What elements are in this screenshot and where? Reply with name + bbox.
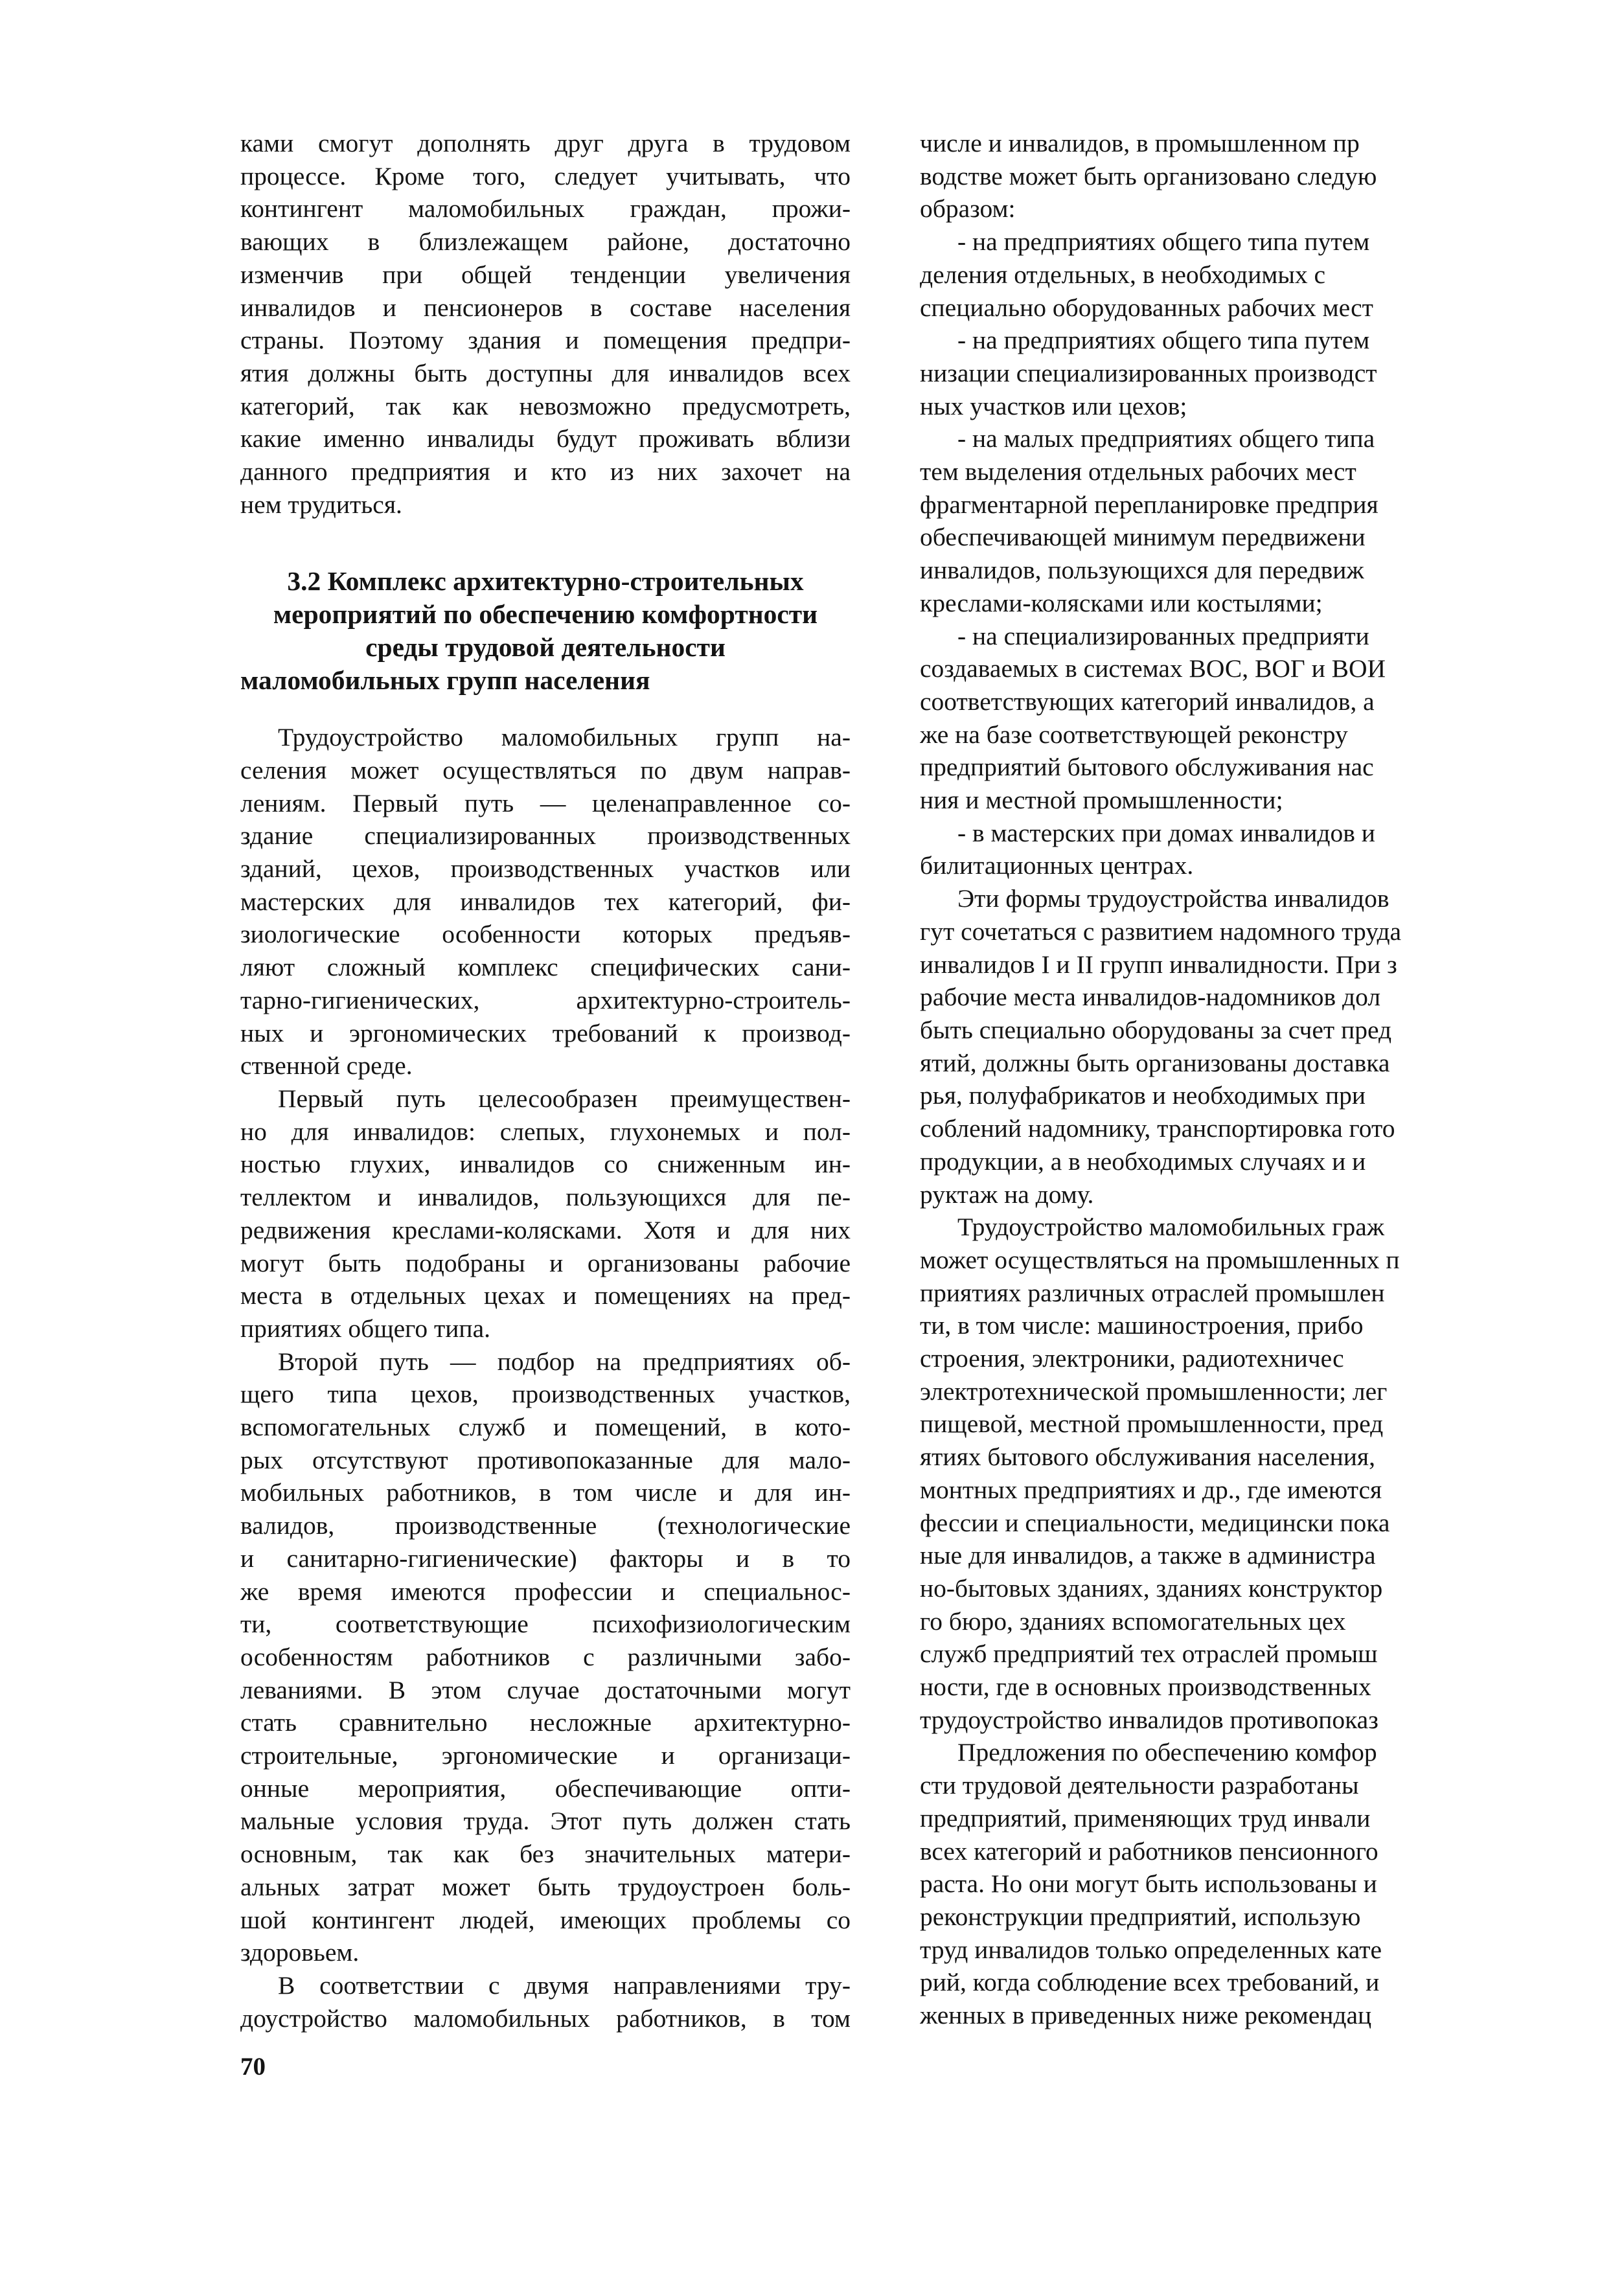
text-line: фрагментарной перепланировке предприя [920, 490, 1378, 519]
text-line: Трудоустройство маломобильных граж [957, 1213, 1385, 1242]
text-line: нем трудиться. [240, 490, 402, 519]
text-line: креслами-колясками или костылями; [920, 588, 1323, 617]
paragraph [240, 721, 851, 1082]
text-line: места в отдельных цехах и помещениях на пред- [240, 1281, 851, 1310]
text-line: ляют сложный комплекс специфических сани- [240, 953, 851, 982]
text-line: изменчив при общей тенденции увеличения [240, 260, 851, 289]
text-line: здание специализированных производственных [240, 821, 851, 851]
text-line: мальные условия труда. Этот путь должен стать [240, 1807, 851, 1836]
text-line: ственной среде. [240, 1051, 413, 1080]
text-line: строительные, эргономические и организаци- [240, 1741, 851, 1770]
text-line: рья, полуфабрикатов и необходимых при [920, 1081, 1366, 1110]
text-line: инвалидов и пенсионеров в составе населения [240, 293, 851, 322]
text-line: мастерских для инвалидов тех категорий, фи- [240, 887, 851, 916]
text-line: же время имеются профессии и специальнос- [240, 1577, 851, 1606]
text-line: процессе. Кроме того, следует учитывать, что [240, 161, 851, 190]
text-line: В соответствии с двумя направлениями тру- [278, 1970, 851, 2000]
text-line: ятий, должны быть организованы доставка [920, 1048, 1390, 1077]
text-line: страны. Поэтому здания и помещения предпри- [240, 326, 851, 355]
text-line: леваниями. В этом случае достаточными могут [240, 1675, 851, 1704]
text-line: но для инвалидов: слепых, глухонемых и пол- [240, 1117, 851, 1146]
text-line: здоровьем. [240, 1938, 360, 1967]
text-line: обеспечивающей минимум передвижени [920, 523, 1366, 552]
text-line: валидов, производственные (технологические [240, 1511, 851, 1540]
text-line: данного предприятия и кто из них захочет на [240, 457, 851, 486]
text-line: ти, соответствующие психофизиологическим [240, 1610, 851, 1639]
text-line: ностью глухих, инвалидов со сниженным ин- [240, 1150, 851, 1179]
text-line: соблений надомнику, транспортировка гото [920, 1114, 1395, 1143]
text-line: реконструкции предприятий, использую [920, 1902, 1361, 1931]
text-line: быть специально оборудованы за счет пред [920, 1015, 1392, 1044]
text-line: создаваемых в системах ВОС, ВОГ и ВОИ [920, 654, 1386, 683]
text-line: Первый путь целесообразен преимуществен- [278, 1084, 851, 1113]
text-line: ния и местной промышленности; [920, 786, 1283, 815]
page-number: 70 [240, 2053, 266, 2081]
text-line: Предложения по обеспечению комфор [957, 1738, 1377, 1767]
text-line: ные для инвалидов, а также в администра [920, 1541, 1376, 1570]
text-line: ками смогут дополнять друг друга в трудовом [240, 129, 851, 157]
text-line: гут сочетаться с развитием надомного труда [920, 917, 1402, 946]
text-line: низации специализированных производст [920, 358, 1377, 387]
text-line: и санитарно-гигиенические) факторы и в то [240, 1544, 851, 1573]
text-line: го бюро, зданиях вспомогательных цех [920, 1606, 1346, 1636]
text-line: тарно-гигиенических, архитектурно-строитель- [240, 985, 851, 1014]
text-line: ятия должны быть доступны для инвалидов всех [240, 358, 851, 387]
text-line: деления отдельных, в необходимых с [920, 260, 1326, 289]
text-line: числе и инвалидов, в промышленном пр [920, 129, 1360, 157]
text-line: руктаж на дому. [920, 1180, 1094, 1209]
text-line: но-бытовых зданиях, зданиях конструктор [920, 1573, 1383, 1603]
text-line: билитационных центрах. [920, 851, 1194, 880]
text-line: женных в приведенных ниже рекомендац [920, 2001, 1372, 2030]
text-line: ных участков или цехов; [920, 391, 1187, 420]
text-line: рий, когда соблюдение всех требований, и [920, 1968, 1380, 1997]
text-line: доустройство маломобильных работников, в том [240, 2004, 851, 2033]
text-line: служб предприятий тех отраслей промыш [920, 1639, 1378, 1669]
text-line: раста. Но они могут быть использованы и [920, 1869, 1377, 1899]
text-line: инвалидов, пользующихся для передвиж [920, 556, 1364, 585]
text-line: монтных предприятиях и др., где имеются [920, 1475, 1382, 1504]
text-line: же на базе соответствующей реконстру [920, 720, 1348, 749]
text-line: мероприятий по обеспечению комфортности [273, 599, 818, 630]
text-line: альных затрат может быть трудоустроен боль- [240, 1872, 851, 1901]
text-line: всех категорий и работников пенсионного [920, 1836, 1378, 1866]
text-line: редвижения креслами-колясками. Хотя и для них [240, 1215, 851, 1244]
text-line: специально оборудованных рабочих мест [920, 293, 1373, 322]
text-line: - на предприятиях общего типа путем [957, 227, 1370, 257]
text-line: основным, так как без значительных матери- [240, 1840, 851, 1869]
paragraph [920, 127, 1604, 225]
text-line: теллектом и инвалидов, пользующихся для пе- [240, 1183, 851, 1212]
text-line: тем выделения отдельных рабочих мест [920, 457, 1356, 486]
text-line: приятиях различных отраслей промышлен [920, 1278, 1385, 1307]
text-line: шой контингент людей, имеющих проблемы со [240, 1905, 851, 1934]
text-line: могут быть подобраны и организованы рабочие [240, 1248, 851, 1277]
text-line: щего типа цехов, производственных участков, [240, 1380, 851, 1409]
text-line: Эти формы трудоустройства инвалидов [957, 884, 1390, 913]
right-column [920, 127, 1604, 2032]
paragraph [240, 1345, 851, 1969]
text-line: какие именно инвалиды будут проживать вблизи [240, 424, 851, 453]
paragraph [920, 1736, 1604, 2031]
text-line: ти, в том числе: машиностроения, прибо [920, 1311, 1364, 1340]
section-heading [240, 565, 851, 696]
text-line: пищевой, местной промышленности, пред [920, 1410, 1384, 1439]
text-line: продукции, а в необходимых случаях и и [920, 1147, 1366, 1176]
text-line: вающих в близлежащем районе, достаточно [240, 227, 851, 257]
text-line: категорий, так как невозможно предусмотреть, [240, 391, 851, 420]
text-line: особенностям работников с различными забо- [240, 1642, 851, 1671]
text-line: - на малых предприятиях общего типа [957, 424, 1375, 453]
text-line: трудоустройство инвалидов противопоказ [920, 1705, 1378, 1734]
text-line: соответствующих категорий инвалидов, а [920, 687, 1375, 716]
text-line: электротехнической промышленности; лег [920, 1376, 1388, 1406]
text-line: ных и эргономических требований к производ- [240, 1018, 851, 1047]
text-line: 3.2 Комплекс архитектурно-строительных [287, 566, 804, 597]
text-line: онные мероприятия, обеспечивающие опти- [240, 1774, 851, 1803]
text-line: фессии и специальности, медицински пока [920, 1508, 1390, 1537]
text-line: вспомогательных служб и помещений, в кото- [240, 1413, 851, 1442]
text-line: строения, электроники, радиотехничес [920, 1344, 1344, 1373]
text-line: контингент маломобильных граждан, прожи- [240, 194, 851, 223]
text-line: лениям. Первый путь — целенаправленное со- [240, 788, 851, 817]
text-line: стать сравнительно несложные архитектурно- [240, 1708, 851, 1737]
text-line: инвалидов I и II групп инвалидности. При з [920, 950, 1397, 979]
text-line: рых отсутствуют противопоказанные для мало- [240, 1445, 851, 1474]
paragraph [240, 127, 851, 521]
text-line: труд инвалидов только определенных кате [920, 1935, 1382, 1964]
text-line: мобильных работников, в том числе и для ин- [240, 1478, 851, 1507]
paragraph [920, 882, 1604, 1211]
list-item [920, 422, 1604, 619]
text-line: предприятий, применяющих труд инвали [920, 1803, 1371, 1833]
text-line: Второй путь — подбор на предприятиях об- [278, 1347, 851, 1376]
text-line: образом: [920, 194, 1016, 223]
text-line: - на специализированных предприяти [957, 621, 1369, 650]
text-line: среды трудовой деятельности [365, 632, 726, 662]
text-line: зданий, цехов, производственных участков или [240, 854, 851, 884]
text-line: рабочие места инвалидов-надомников дол [920, 983, 1381, 1012]
text-line: Трудоустройство маломобильных групп на- [278, 723, 851, 752]
text-line: - в мастерских при домах инвалидов и [957, 818, 1375, 847]
paragraph [920, 1211, 1604, 1736]
text-line: водстве может быть организовано следую [920, 161, 1377, 190]
list-item [920, 620, 1604, 817]
text-line: предприятий бытового обслуживания нас [920, 753, 1374, 782]
text-line: селения может осуществляться по двум направ- [240, 755, 851, 784]
text-line: маломобильных групп населения [240, 665, 650, 695]
list-item [920, 225, 1604, 324]
text-line: зиологические особенности которых предъяв- [240, 920, 851, 949]
left-column [240, 127, 851, 2035]
list-item [920, 324, 1604, 422]
text-line: ятиях бытового обслуживания населения, [920, 1443, 1375, 1472]
paragraph [240, 1082, 851, 1345]
text-line: приятиях общего типа. [240, 1314, 490, 1343]
text-line: может осуществляться на промышленных п [920, 1245, 1400, 1274]
text-line: - на предприятиях общего типа путем [957, 326, 1370, 355]
text-line: сти трудовой деятельности разработаны [920, 1771, 1359, 1800]
paragraph [240, 1969, 851, 2035]
list-item [920, 817, 1604, 882]
text-line: ности, где в основных производственных [920, 1673, 1371, 1702]
